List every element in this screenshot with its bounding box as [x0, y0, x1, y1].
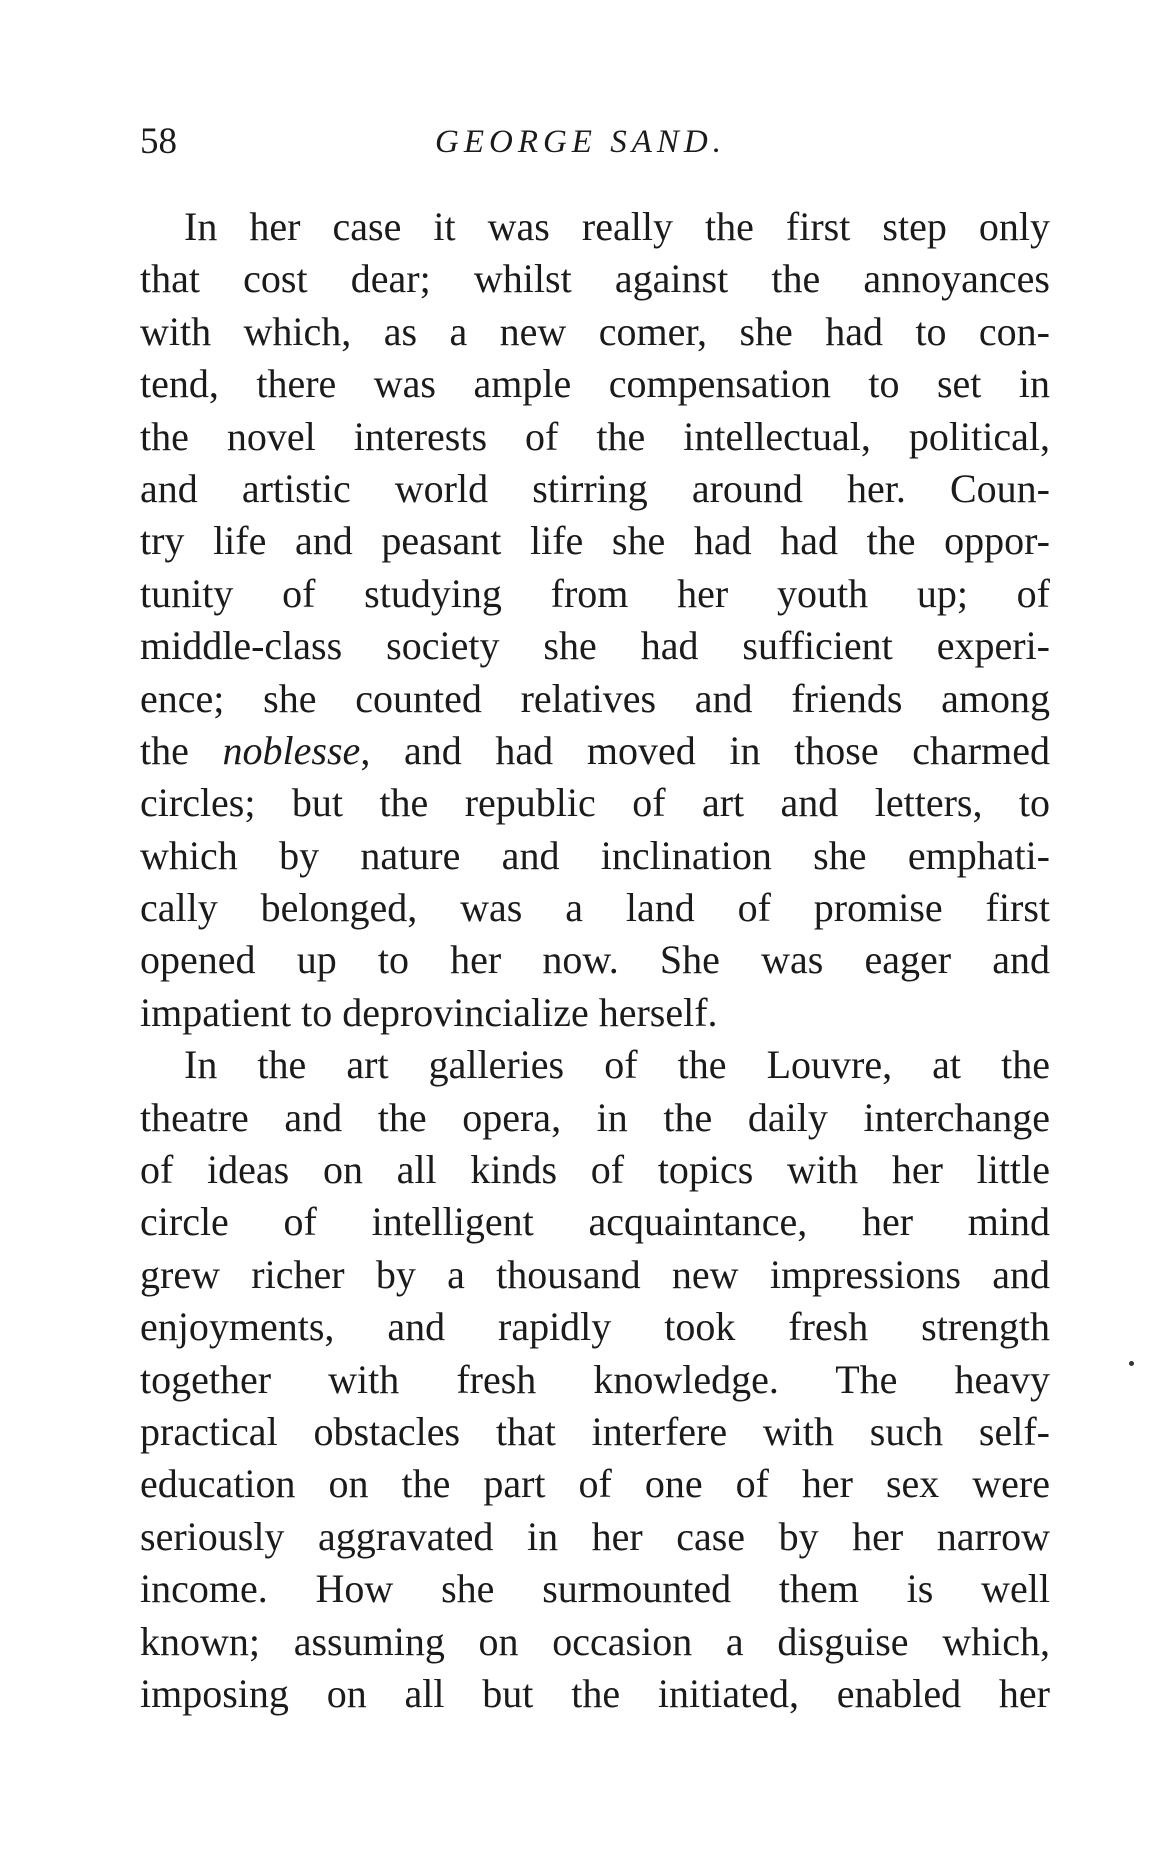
- text-line: grew richer by a thousand new impressions and: [140, 1251, 1050, 1297]
- margin-speck: [1129, 1361, 1134, 1366]
- text-line: and artistic world stirring around her. Coun-: [140, 465, 1050, 511]
- page-header: [140, 118, 1040, 168]
- text-line: the novel interests of the intellectual, political,: [140, 413, 1050, 459]
- text-line: opened up to her now. She was eager and: [140, 937, 1050, 983]
- text-line: education on the part of one of her sex were: [140, 1461, 1050, 1507]
- text-line: income. How she surmounted them is well: [140, 1566, 1050, 1612]
- text-line: In the art galleries of the Louvre, at the: [184, 1042, 1050, 1088]
- text-line: enjoyments, and rapidly took fresh strength: [140, 1304, 1050, 1350]
- text-line: middle-class society she had sufficient experi-: [140, 623, 1050, 669]
- text-line: circles; but the republic of art and letters, to: [140, 780, 1050, 826]
- text-line: In her case it was really the first step only: [184, 204, 1050, 249]
- text-line: with which, as a new comer, she had to con-: [140, 308, 1050, 354]
- text-line: which by nature and inclination she emphati-: [140, 832, 1050, 878]
- page-number: 58: [140, 121, 177, 162]
- text-line: try life and peasant life she had had the oppor-: [140, 518, 1050, 564]
- text-line: circle of intelligent acquaintance, her mind: [140, 1199, 1050, 1245]
- italic-word: noblesse: [222, 727, 361, 773]
- running-title: GEORGE SAND.: [435, 124, 726, 160]
- text-line: tend, there was ample compensation to set in: [140, 361, 1050, 407]
- text-line: seriously aggravated in her case by her narrow: [140, 1513, 1050, 1559]
- text-line: known; assuming on occasion a disguise which,: [140, 1618, 1050, 1664]
- text-line: cally belonged, was a land of promise first: [140, 885, 1050, 931]
- text-line: together with fresh knowledge. The heavy: [140, 1356, 1050, 1402]
- text-line: the noblesse, and had moved in those charmed: [140, 727, 1050, 773]
- text-line: of ideas on all kinds of topics with her little: [140, 1147, 1050, 1193]
- text-line: tunity of studying from her youth up; of: [140, 570, 1050, 616]
- text-line: practical obstacles that interfere with such self-: [140, 1408, 1050, 1454]
- body-text: [140, 201, 1050, 1720]
- text-line: that cost dear; whilst against the annoyances: [140, 256, 1050, 302]
- text-line: imposing on all but the initiated, enabled her: [140, 1670, 1050, 1716]
- text-line: ence; she counted relatives and friends among: [140, 675, 1050, 721]
- text-line: theatre and the opera, in the daily interchange: [140, 1094, 1050, 1140]
- text-line: impatient to deprovincialize herself.: [140, 989, 718, 1035]
